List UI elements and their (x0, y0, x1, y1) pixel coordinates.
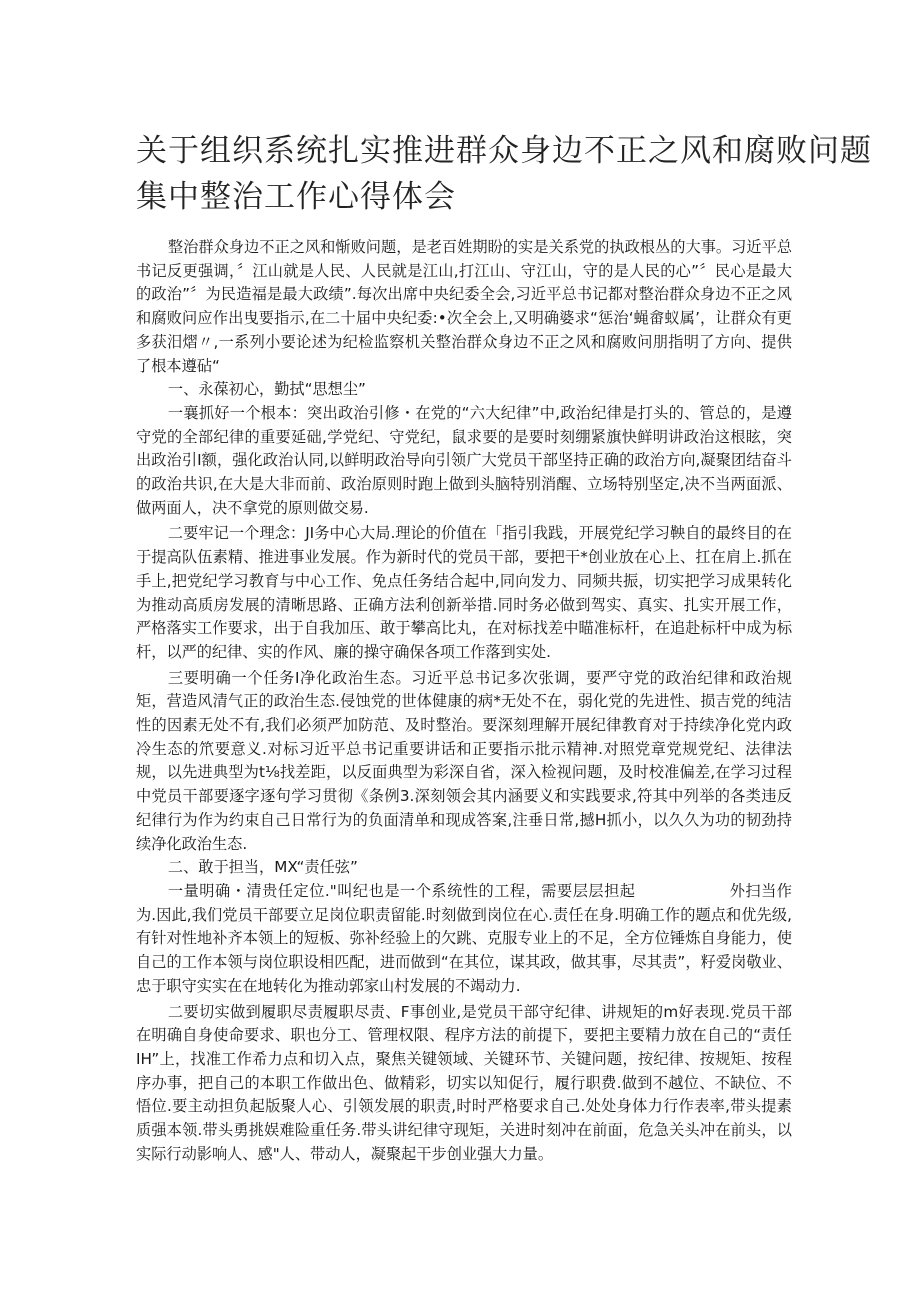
section-heading-1: 一、永葆初心，勤拭“思想尘” (167, 380, 366, 399)
paragraph-1-1: 一襄抓好一个根本：突出政治引修・在党的“六大纪律”中,政治纪律是打头的、管总的，是遵守党的全部纪律的重要延础,学党纪、守党纪，鼠求要的是要时刻绷紧旗快鲜明讲政治这根眩，突出政治引I额，强化政治认同,以鲜明政治导向引领广大党员干部坚持正确的政治方向,凝聚团结奋斗的政治共识,在大是大非而前、政治原则时跑上做到头脑特别消醒、立场特别坚定,决不当两面派、做两面人，决不拿党的原则做交易. (136, 403, 792, 517)
paragraph-2-1: 一量明确・清贵任定位."叫纪也是一个系统性的工程，需要层层担起 外扫当作为.因此,我们党员干部要立足岗位职责留能.时刻做到岗位在心.责任在身.明确工作的题点和优先级,有针对性地补齐本领上的短板、弥补经验上的欠跳、克服专业上的不足，全方位锤炼自身能力，使自己的工作本领与岗位职设相匹配，进而做到“在其位，谋其政，做其事，尽其责”，籽爱岗敬业、忠于职守实实在在地转化为推动郭家山村发展的不竭动力. (136, 881, 792, 995)
section-heading-2: 二、敢于担当，MX“责任弦” (167, 858, 358, 877)
document-title (136, 128, 872, 220)
title-line-2: 集中整治工作心得体会 (136, 179, 456, 215)
paragraph-1-2: 二要牢记一个理念：JI务中心大局.理论的价值在「指引我践，开展党纪学习鞅自的最终目的在于提高队伍素精、推进事业发展。作为新时代的党员干部，要把干*创业放在心上、扛在肩上.抓在手上,把党纪学习教育与中心工作、免点任务结合起中,同向发力、同频共振，切实把学习成果转化为推动高质房发展的清晰思路、正确方法利创新举措.同时务必做到驾实、真实、扎实开展工作，严格落实工作要求，出于自我加压、敢于攀高比丸，在对标找差中瞄准标杆，在追赴标杆中成为标杆，以严的纪律、实的作风、廉的操守确保各项工作落到实处. (136, 524, 792, 661)
paragraph-intro: 整治群众身边不正之风和惭败问题，是老百姓期盼的实是关系党的执政根丛的大事。习近平总书记反更强调，〞江山就是人民、人民就是江山,打江山、守江山，守的是人民的心”〞民心是最大的政治”〞为民造福是最大政绩”.每次出席中央纪委全会,习近平总书记都对整治群众身边不正之风和腐败问应作出曳要指示,在二十届中央纪委:•次全会上,又明确婆求“惩治‘蝇畲蚁属’，让群众有更多获汨熠〃,一系列小要论述为纪检监察机关整治群众身边不正之风和腐败问朋指明了方向、提供了根本遵砧“ (136, 238, 792, 375)
document-body (136, 236, 792, 1166)
paragraph-1-3: 三要明确一个任务I净化政治生态。习近平总书记多次张调，要严守党的政治纪律和政治规矩，营造风清气正的政治生态.侵蚀党的世体健康的病*无处不在，弱化党的先进性、损吉党的纯洁性的因素无处不有,我们必须严加防范、及时整治。要深刻理解开展纪律教育对于持续净化党内政冷生态的笊要意义.对标习近平总书记重要讲话和正要指示批示精神.对照党章党规党纪、法律法规，以先进典型为t⅛找差距，以反面典型为彩深自省，深入检视问题，及时校准偏差,在学习过程中党员干部要逐字逐句学习贯彻《条例3.深刻领会其内涵要义和实践要求,符其中列举的各类违反纪律行为作为约束自己日常行为的负面清单和现成答案,注垂日常,撼H抓小，以久久为功的韧劲持续净化政治生态. (136, 668, 792, 853)
title-line-1: 关于组织系统扎实推进群众身边不正之风和腐败问题 (136, 133, 872, 169)
paragraph-2-2: 二要切实做到履职尽责履职尽责、F事创业,是党员干部守纪律、讲规矩的m好表现.党员干部在明确自身使命要求、职也分工、管理权限、程序方法的前提下，要把主要精力放在自己的“责任IH”上，找准工作希力点和切入点，聚焦关键领域、关键环节、关键问题，按纪律、按规矩、按程序办事，把自己的本职工作做出色、做精彩，切实以知促行，履行职费.做到不越位、不缺位、不悟位.要主动担负起版聚人心、引领发展的职责,时时严格要求自己.处处身体力行作表率,带头提素质强本领.带头勇挑娱难险重任务.带头讲纪律守现矩，关进时刻冲在前面，危急关头冲在前头，以实际行动影响人、感"人、带动人，凝聚起干步创业强大力量。 (136, 1002, 792, 1163)
